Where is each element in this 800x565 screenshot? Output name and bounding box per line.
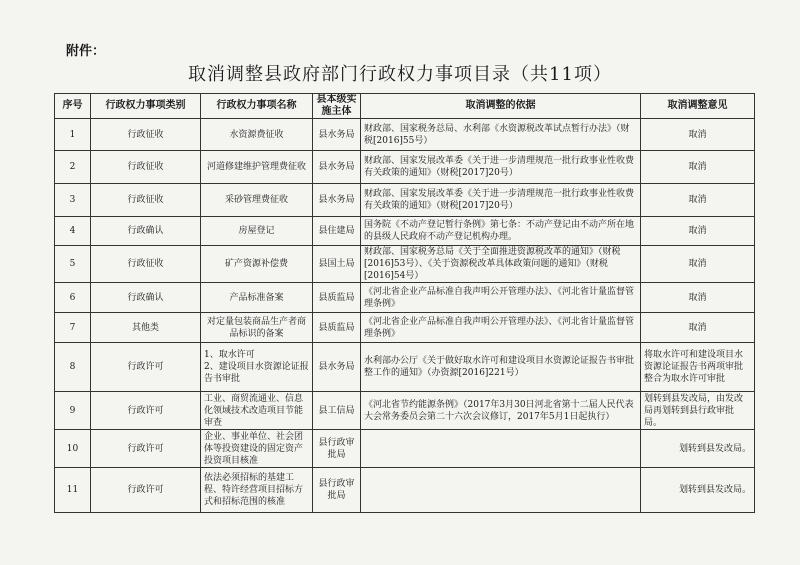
table-row (55, 343, 755, 392)
row-agency-cell: 县国土局 (313, 246, 361, 283)
col-header-basis: 取消调整的依据 (361, 94, 641, 119)
page-title: 取消调整县政府部门行政权力事项目录（共11项） (188, 64, 612, 85)
row-basis-cell: 国务院《不动产登记暂行条例》第七条：不动产登记由不动产所在地的县级人民政府不动产登记机构办理。 (361, 217, 641, 246)
row-name-cell: 工业、商贸流通业、信息化领域技术改造项目节能审查 (201, 392, 313, 430)
row-agency-cell: 县住建局 (313, 217, 361, 246)
row-no-cell: 7 (55, 313, 91, 343)
table-row (55, 119, 755, 151)
row-basis-cell (361, 430, 641, 468)
row-name-cell: 矿产资源补偿费 (201, 246, 313, 283)
row-opinion-cell: 取消 (641, 313, 755, 343)
row-category-cell: 行政征收 (91, 151, 201, 184)
table-row (55, 430, 755, 468)
table-row (55, 283, 755, 313)
row-no-cell: 4 (55, 217, 91, 246)
row-name-cell: 1、取水许可 2、建设项目水资源论证报告书审批 (201, 343, 313, 392)
col-header-no: 序号 (55, 94, 91, 119)
row-agency-cell: 县水务局 (313, 184, 361, 217)
row-opinion-cell: 取消 (641, 184, 755, 217)
row-opinion-cell: 取消 (641, 119, 755, 151)
row-agency-cell: 县水务局 (313, 119, 361, 151)
row-category-cell: 行政确认 (91, 283, 201, 313)
row-no-cell: 6 (55, 283, 91, 313)
row-no-cell: 11 (55, 468, 91, 513)
row-opinion-cell: 划转到县发改局，由发改局再划转到县行政审批局。 (641, 392, 755, 430)
col-header-opinion: 取消调整意见 (641, 94, 755, 119)
row-opinion-cell: 取消 (641, 283, 755, 313)
row-no-cell: 5 (55, 246, 91, 283)
row-name-cell: 依法必须招标的基建工程、特许经营项目招标方式和招标范围的核准 (201, 468, 313, 513)
row-no-cell: 2 (55, 151, 91, 184)
row-agency-cell: 县工信局 (313, 392, 361, 430)
row-agency-cell: 县质监局 (313, 283, 361, 313)
row-opinion-cell: 取消 (641, 217, 755, 246)
row-category-cell: 行政征收 (91, 246, 201, 283)
row-opinion-cell: 划转到县发改局。 (641, 430, 755, 468)
col-header-category: 行政权力事项类别 (91, 94, 201, 119)
row-no-cell: 10 (55, 430, 91, 468)
row-name-cell: 采砂管理费征收 (201, 184, 313, 217)
row-no-cell: 3 (55, 184, 91, 217)
row-agency-cell: 县质监局 (313, 313, 361, 343)
row-basis-cell: 《河北省节约能源条例》（2017年3月30日河北省第十二届人民代表大会常务委员会第二十六次会议修订，2017年5月1日起执行） (361, 392, 641, 430)
row-basis-cell: 财政部、国家发展改革委《关于进一步清理规范一批行政事业性收费有关政策的通知》（财税[2017]20号） (361, 151, 641, 184)
table-row (55, 313, 755, 343)
row-no-cell: 8 (55, 343, 91, 392)
row-name-cell: 河道修建维护管理费征收 (201, 151, 313, 184)
row-category-cell: 行政许可 (91, 430, 201, 468)
row-agency-cell: 县水务局 (313, 151, 361, 184)
table-row (55, 184, 755, 217)
row-opinion-cell: 划转到县发改局。 (641, 468, 755, 513)
row-name-cell: 对定量包装商品生产者商品标识的备案 (201, 313, 313, 343)
table-row (55, 468, 755, 513)
row-category-cell: 行政确认 (91, 217, 201, 246)
col-header-name: 行政权力事项名称 (201, 94, 313, 119)
row-name-cell: 企业、事业单位、社会团体等投资建设的固定资产投资项目核准 (201, 430, 313, 468)
table-row (55, 392, 755, 430)
row-agency-cell: 县行政审批局 (313, 430, 361, 468)
row-category-cell: 其他类 (91, 313, 201, 343)
row-category-cell: 行政许可 (91, 343, 201, 392)
table-row (55, 217, 755, 246)
row-category-cell: 行政许可 (91, 468, 201, 513)
row-basis-cell: 水利部办公厅《关于做好取水许可和建设项目水资源论证报告书审批整工作的通知》（办资源[2016]221号） (361, 343, 641, 392)
row-opinion-cell: 将取水许可和建设项目水资源论证报告书两项审批整合为取水许可审批 (641, 343, 755, 392)
col-header-agency: 县本级实施主体 (313, 94, 361, 119)
row-basis-cell: 财政部、国家税务总局、水利部《水资源税改革试点暂行办法》（财税[2016]55号） (361, 119, 641, 151)
table-header-row (55, 94, 755, 119)
row-category-cell: 行政征收 (91, 119, 201, 151)
table-row (55, 246, 755, 283)
row-basis-cell: 《河北省企业产品标准自我声明公开管理办法》、《河北省计量监督管理条例》 (361, 283, 641, 313)
row-name-cell: 房屋登记 (201, 217, 313, 246)
power-items-table (54, 93, 755, 513)
row-agency-cell: 县行政审批局 (313, 468, 361, 513)
row-no-cell: 1 (55, 119, 91, 151)
row-basis-cell: 财政部、国家税务总局《关于全面推进资源税改革的通知》（财税[2016]53号）、《关于资源税改革具体政策问题的通知》（财税[2016]54号） (361, 246, 641, 283)
row-basis-cell (361, 468, 641, 513)
row-basis-cell: 财政部、国家发展改革委《关于进一步清理规范一批行政事业性收费有关政策的通知》（财税[2017]20号） (361, 184, 641, 217)
row-category-cell: 行政征收 (91, 184, 201, 217)
attachment-label: 附件： (66, 44, 106, 59)
row-opinion-cell: 取消 (641, 151, 755, 184)
table-row (55, 151, 755, 184)
row-agency-cell: 县水务局 (313, 343, 361, 392)
row-name-cell: 产品标准备案 (201, 283, 313, 313)
row-name-cell: 水资源费征收 (201, 119, 313, 151)
row-basis-cell: 《河北省企业产品标准自我声明公开管理办法》、《河北省计量监督管理条例》 (361, 313, 641, 343)
row-no-cell: 9 (55, 392, 91, 430)
row-opinion-cell: 取消 (641, 246, 755, 283)
row-category-cell: 行政许可 (91, 392, 201, 430)
